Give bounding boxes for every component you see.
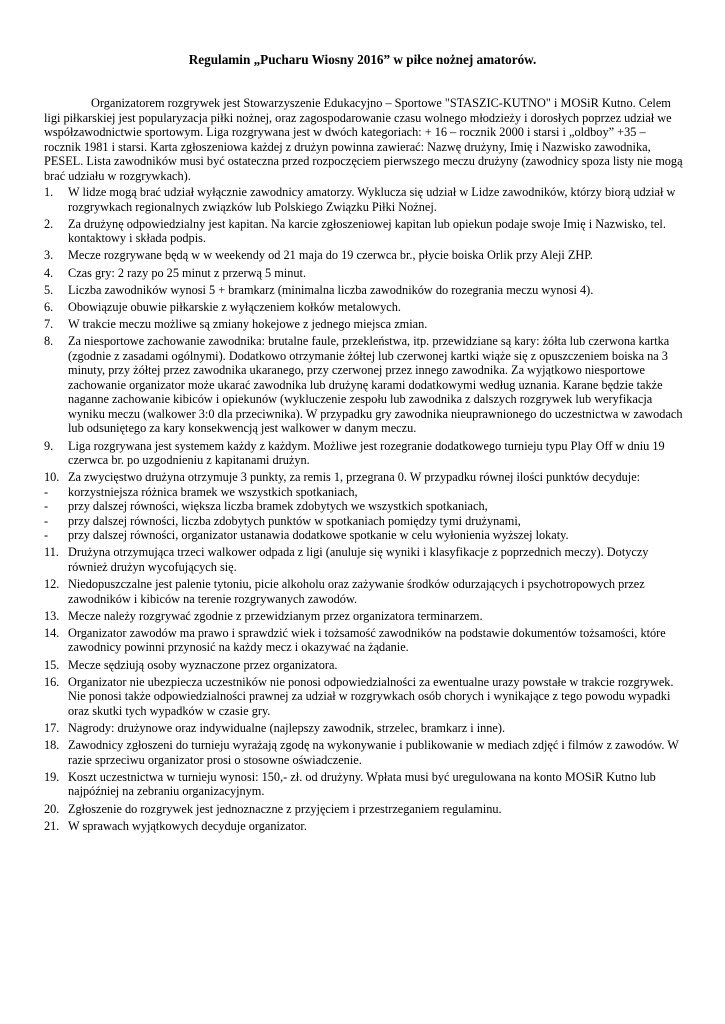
tiebreak-text: przy dalszej równości, większa liczba bramek zdobytych we wszystkich spotkaniach, bbox=[68, 499, 488, 514]
tiebreak-item bbox=[44, 528, 684, 543]
rule-text: Mecze sędziują osoby wyznaczone przez organizatora. bbox=[68, 657, 338, 672]
rule-item bbox=[44, 334, 684, 436]
rule-number: 3. bbox=[44, 248, 54, 263]
rule-number: 12. bbox=[44, 577, 60, 592]
rule-number: 21. bbox=[44, 818, 60, 833]
tiebreak-item bbox=[44, 485, 684, 500]
rule-number: 19. bbox=[44, 769, 60, 784]
tiebreak-item bbox=[44, 514, 684, 529]
dash-bullet: - bbox=[44, 513, 49, 528]
rule-text: W trakcie meczu możliwe są zmiany hokejowe z jednego miejsca zmian. bbox=[68, 317, 428, 332]
rule-text: Organizator nie ubezpiecza uczestników nie ponosi odpowiedzialności za ewentualne urazy powstałe w trakcie rozgrywek. Nie ponosi także odpowiedzialności prawnej za udział w rozgrywkach osób chorych i wynikające z tego powodu wypadki oraz skutki tych wypadków w czasie gry. bbox=[68, 674, 674, 718]
rule-text: Zawodnicy zgłoszeni do turnieju wyrażają zgodę na wykonywanie i publikowanie w mediach zdjęć i filmów z zawodów. W razie sprzeciwu organizator prosi o stosowne oświadczenie. bbox=[68, 738, 679, 767]
rule-number: 18. bbox=[44, 738, 60, 753]
rule-text: Mecze rozgrywane będą w w weekendy od 21 maja do 19 czerwca br., płycie boiska Orlik przy Aleji ZHP. bbox=[68, 248, 593, 263]
rule-number: 17. bbox=[44, 721, 60, 735]
rule-item bbox=[44, 721, 684, 736]
rules-list bbox=[44, 185, 684, 833]
dash-bullet: - bbox=[44, 528, 49, 543]
rule-number: 15. bbox=[44, 657, 60, 672]
rule-item bbox=[44, 577, 684, 606]
rule-text: Za zwycięstwo drużyna otrzymuje 3 punkty, za remis 1, przegrana 0. W przypadku równej ilości punktów decyduje: bbox=[68, 470, 641, 485]
rule-item bbox=[44, 300, 684, 315]
rule-text: Liczba zawodników wynosi 5 + bramkarz (minimalna liczba zawodników do rozegrania meczu wynosi 4). bbox=[68, 282, 594, 297]
rule-number: 9. bbox=[44, 438, 54, 453]
rule-number: 5. bbox=[44, 282, 54, 297]
rule-item bbox=[44, 738, 684, 767]
tiebreak-text: przy dalszej równości, organizator ustanawia dodatkowe spotkanie w celu wyłonienia wyższej lokaty. bbox=[68, 528, 569, 543]
rule-item bbox=[44, 283, 684, 298]
rule-item bbox=[44, 770, 684, 799]
rule-item bbox=[44, 266, 684, 281]
rule-item bbox=[44, 819, 684, 834]
tiebreak-text: korzystniejsza różnica bramek we wszystkich spotkaniach, bbox=[68, 484, 358, 499]
rule-text: Mecze należy rozgrywać zgodnie z przewidzianym przez organizatora terminarzem. bbox=[68, 608, 483, 623]
rule-number: 2. bbox=[44, 216, 54, 231]
rule-item bbox=[44, 626, 684, 655]
tiebreak-item bbox=[44, 499, 684, 514]
rule-item bbox=[44, 317, 684, 332]
rule-item bbox=[44, 470, 684, 543]
rule-number: 6. bbox=[44, 299, 54, 314]
rule-number: 10. bbox=[44, 470, 60, 485]
rule-item bbox=[44, 185, 684, 214]
rule-text: Za drużynę odpowiedzialny jest kapitan. Na karcie zgłoszeniowej kapitan lub opiekun podaje swoje Imię i Nazwisko, tel. kontaktowy i składa podpis. bbox=[68, 216, 666, 246]
rule-item bbox=[44, 802, 684, 817]
rule-number: 13. bbox=[44, 608, 60, 623]
rule-text: Za niesportowe zachowanie zawodnika: brutalne faule, przekleństwa, itp. przewidziane są kary: żółta lub czerwona kartka (zgodnie z zasadami ogólnymi). Dodatkowo otrzymanie żółtej lub czerwonej kartki wiąże się z opuszczeniem boiska na 3 minuty, przy żółtej przez zawodnika ukaranego, przy czerwonej przez innego zawodnika. Za wyjątkowo niesportowe zachowanie organizator może ukarać zawodnika lub drużynę karami dodatkowymi według uznania. Karane będzie także naganne zachowanie kibiców i opiekunów (wykluczenie zespołu lub zawodnika z dalszych rozgrywek lub weryfikacja wyniku meczu (walkower 3:0 dla przeciwnika). W przypadku gry zawodnika nieuprawnionego do uczestnictwa w zawodach lub odsuniętego za kary konsekwencją jest walkower w danym meczu. bbox=[68, 334, 683, 436]
rule-text: W lidze mogą brać udział wyłącznie zawodnicy amatorzy. Wyklucza się udział w Lidze zawodników, którzy biorą udział w rozgrywkach regionalnych związków lub Polskiego Związku Piłki Nożnej. bbox=[68, 185, 676, 214]
rule-item bbox=[44, 217, 684, 246]
tiebreak-list bbox=[44, 484, 684, 543]
rule-number: 11. bbox=[44, 545, 59, 560]
rule-number: 8. bbox=[44, 334, 54, 349]
rule-text: Nagrody: drużynowe oraz indywidualne (najlepszy zawodnik, strzelec, bramkarz i inne). bbox=[68, 721, 506, 735]
rule-item bbox=[44, 248, 684, 263]
rule-text: Koszt uczestnictwa w turnieju wynosi: 150,- zł. od drużyny. Wpłata musi być uregulowana na konto MOSiR Kutno lub najpóźniej na zebraniu organizacyjnym. bbox=[68, 769, 656, 799]
rule-text: Drużyna otrzymująca trzeci walkower odpada z ligi (anuluje się wyniki i klasyfikacje z poprzednich meczy). Dotyczy również drużyn wycofujących się. bbox=[68, 545, 649, 574]
document-body bbox=[44, 96, 684, 836]
rule-text: Zgłoszenie do rozgrywek jest jednoznaczne z przyjęciem i przestrzeganiem regulaminu. bbox=[68, 801, 502, 816]
rule-number: 7. bbox=[44, 317, 54, 332]
rule-item bbox=[44, 658, 684, 673]
rule-text: Obowiązuje obuwie piłkarskie z wyłączeniem kołków metalowych. bbox=[68, 299, 401, 314]
document-title: Regulamin „Pucharu Wiosny 2016” w piłce nożnej amatorów. bbox=[188, 52, 537, 67]
dash-bullet: - bbox=[44, 499, 49, 514]
rule-item bbox=[44, 545, 684, 574]
rule-text: Czas gry: 2 razy po 25 minut z przerwą 5 minut. bbox=[68, 265, 307, 280]
rule-text: Niedopuszczalne jest palenie tytoniu, picie alkoholu oraz zażywanie środków odurzających i psychotropowych przez zawodników i kibiców na terenie rozgrywanych zawodów. bbox=[68, 577, 645, 606]
intro-paragraph: Organizatorem rozgrywek jest Stowarzyszenie Edukacyjno – Sportowe "STASZIC-KUTNO" i MOSiR Kutno. Celem ligi piłkarskiej jest popularyzacja piłki nożnej, oraz zagospodarowanie czasu wolnego młodzieży i dorosłych poprzez udział we współzawodnictwie sportowym. Liga rozgrywana jest w dwóch kategoriach: + 16 – rocznik 2000 i starsi i „oldboy” +35 – rocznik 1981 i starsi. Karta zgłoszeniowa każdej z drużyn powinna zawierać: Nazwę drużyny, Imię i Nazwisko zawodnika, PESEL. Lista zawodników musi być ostateczna przed rozpoczęciem pierwszego meczu drużyny (zawodnicy spoza listy nie mogą brać udziału w rozgrywkach). bbox=[44, 96, 683, 183]
rule-number: 20. bbox=[44, 801, 60, 816]
rule-text: Liga rozgrywana jest systemem każdy z każdym. Możliwe jest rozegranie dodatkowego turnieju typu Play Off w dniu 19 czerwca br. po uzgodnieniu z kapitanami drużyn. bbox=[68, 438, 665, 467]
rule-text: W sprawach wyjątkowych decyduje organizator. bbox=[68, 818, 307, 833]
rule-text: Organizator zawodów ma prawo i sprawdzić wiek i tożsamość zawodników na podstawie dokumentów tożsamości, które zawodnicy powinni przynosić na każdy mecz i okazywać na żądanie. bbox=[68, 625, 666, 655]
rule-number: 1. bbox=[44, 185, 54, 199]
rule-item bbox=[44, 439, 684, 468]
rule-number: 16. bbox=[44, 674, 60, 689]
tiebreak-text: przy dalszej równości, liczba zdobytych punktów w spotkaniach pomiędzy tymi drużynami, bbox=[68, 513, 521, 528]
rule-number: 14. bbox=[44, 625, 60, 640]
rule-item bbox=[44, 609, 684, 624]
dash-bullet: - bbox=[44, 484, 49, 499]
rule-number: 4. bbox=[44, 265, 54, 280]
rule-item bbox=[44, 675, 684, 719]
